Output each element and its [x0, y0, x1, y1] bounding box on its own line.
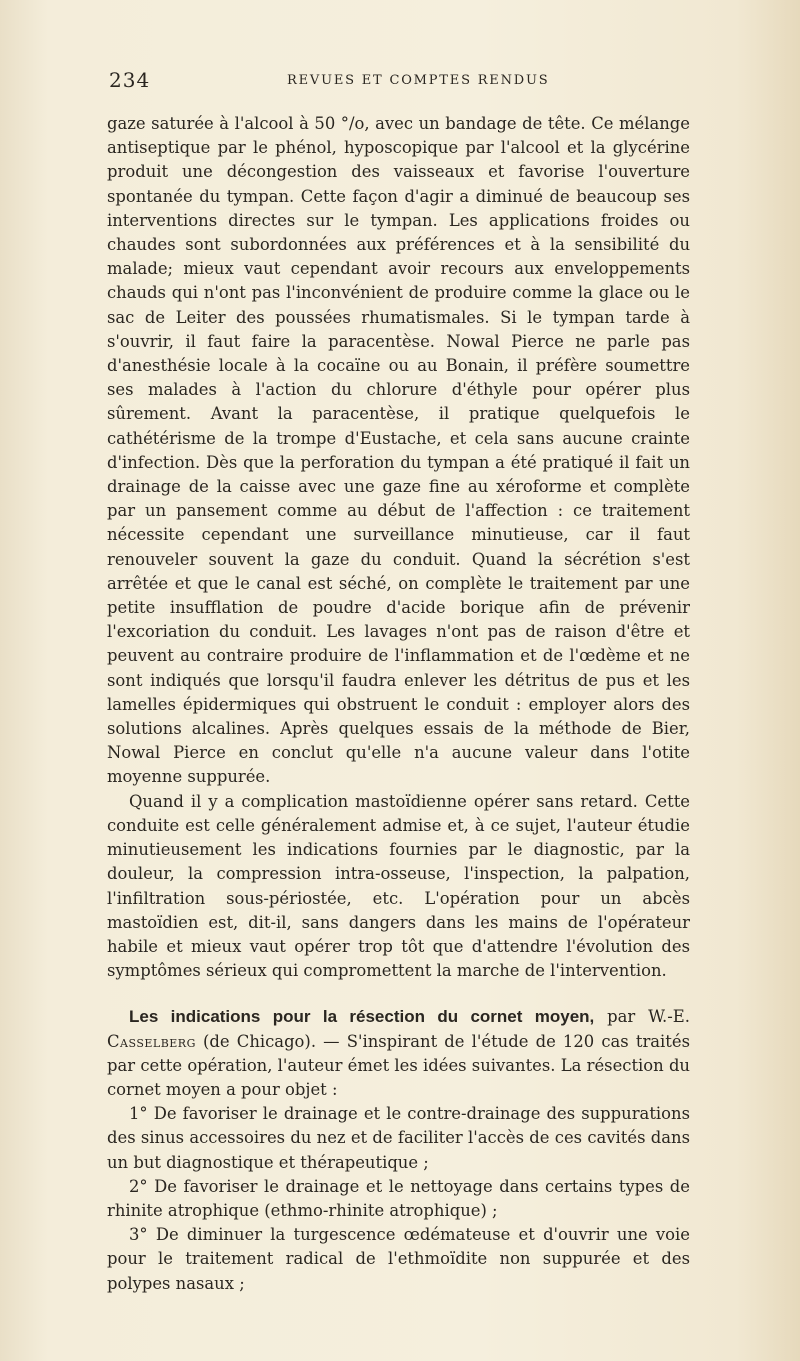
- page-number: 234: [109, 68, 151, 92]
- article-body: [107, 112, 690, 1296]
- section-by: par W.-E.: [594, 1007, 690, 1027]
- running-title: REVUES ET COMPTES RENDUS: [287, 73, 550, 88]
- section-text: (de Chicago). — S'inspirant de l'étude de 120 cas traités par cette opération, l'auteur émet les idées suivantes. La résection du cornet moyen a pour objet :: [107, 1031, 690, 1099]
- list-item-1: 1° De favoriser le drainage et le contre-drainage des suppurations des sinus accessoires du nez et de faciliter l'accès de ces cavités dans un but diagnostique et thérapeutique ;: [107, 1104, 690, 1172]
- section-paragraph: [107, 1005, 690, 1102]
- section-author: Casselberg: [107, 1031, 196, 1051]
- paragraph-1: gaze saturée à l'alcool à 50 °/o, avec un bandage de tête. Ce mélange antiseptique par le phénol, hyposcopique par l'alcool et la glycérine produit une décongestion des vaisseaux et favorise l'ouverture spontanée du tympan. Cette façon d'agir a diminué de beaucoup ses interventions directes sur le tympan. Les applications froides ou chaudes sont subordonnées aux préférences et à la sensibilité du malade; mieux vaut cependant avoir recours aux enveloppements chauds qui n'ont pas l'inconvénient de produire comme la glace ou le sac de Leiter des poussées rhumatismales. Si le tympan tarde à s'ouvrir, il faut faire la paracentèse. Nowal Pierce ne parle pas d'anesthésie locale à la cocaïne ou au Bonain, il préfère soumettre ses malades à l'action du chlorure d'éthyle pour opérer plus sûrement. Avant la paracentèse, il pratique quelquefois le cathétérisme de la trompe d'Eustache, et cela sans aucune crainte d'infection. Dès que la perforation du tympan a été pratiqué il fait un drainage de la caisse avec une gaze fine au xéroforme et complète par un pansement comme au début de l'affection : ce traitement nécessite cependant une surveillance minutieuse, car il faut renouveler souvent la gaze du conduit. Quand la sécrétion s'est arrêtée et que le canal est séché, on complète le traitement par une petite insufflation de poudre d'acide borique afin de prévenir l'excoriation du conduit. Les lavages n'ont pas de raison d'être et peuvent au contraire produire de l'inflammation et de l'œdème et ne sont indiqués que lorsqu'il faudra enlever les détritus de pus et les lamelles épidermiques qui obstruent le conduit : employer alors des solutions alcalines. Après quelques essais de la méthode de Bier, Nowal Pierce en conclut qu'elle n'a aucune valeur dans l'otite moyenne suppurée.: [107, 114, 690, 787]
- paragraph-2: Quand il y a complication mastoïdienne opérer sans retard. Cette conduite est celle généralement admise et, à ce sujet, l'auteur étudie minutieusement les indications fournies par le diagnostic, par la douleur, la compression intra-osseuse, l'inspection, la palpation, l'infiltration sous-périostée, etc. L'opération pour un abcès mastoïdien est, dit-il, sans dangers dans les mains de l'opérateur habile et mieux vaut opérer trop tôt que d'attendre l'évolution des symptômes sérieux qui compromettent la marche de l'intervention.: [107, 791, 690, 981]
- section-title: Les indications pour la résection du cornet moyen,: [129, 1007, 595, 1027]
- list-item-2: 2° De favoriser le drainage et le nettoyage dans certains types de rhinite atrophique (ethmo-rhinite atrophique) ;: [107, 1176, 690, 1220]
- list-item-3: 3° De diminuer la turgescence œdémateuse et d'ouvrir une voie pour le traitement radical de l'ethmoïdite non suppurée et des polypes nasaux ;: [107, 1225, 690, 1293]
- page-header: [109, 68, 689, 98]
